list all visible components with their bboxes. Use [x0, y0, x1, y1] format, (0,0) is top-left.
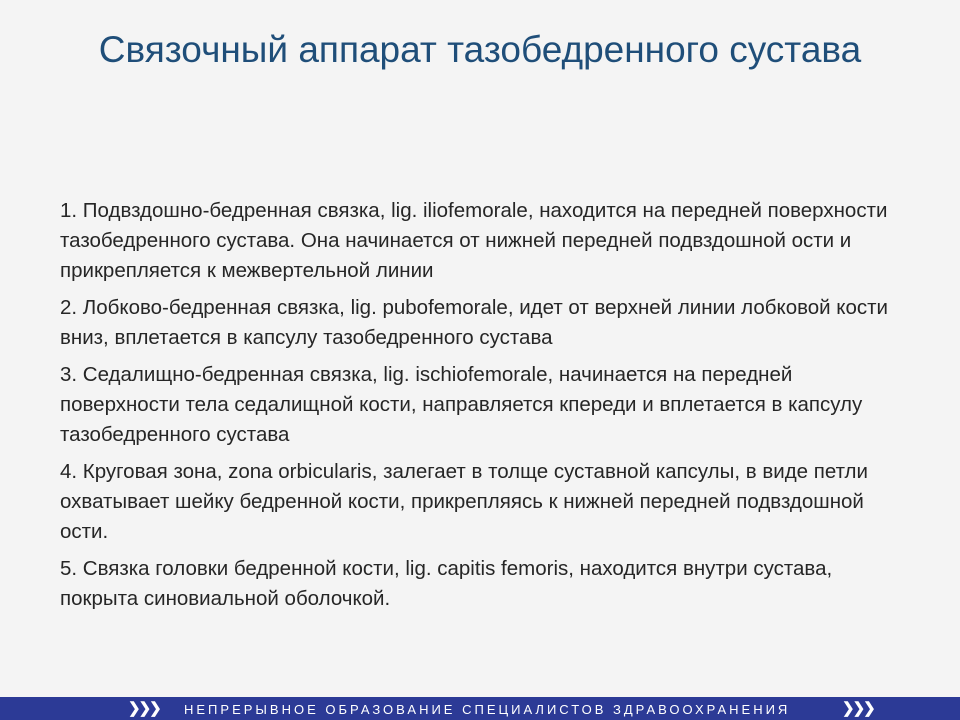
- slide-body: [60, 196, 910, 621]
- paragraph-1: 1. Подвздошно-бедренная связка, lig. iliofemorale, находится на передней поверхности тазобедренного сустава. Она начинается от нижней передней подвздошной ости и прикрепляется к межвертельной линии: [60, 199, 888, 282]
- paragraph-5: 5. Связка головки бедренной кости, lig. capitis femoris, находится внутри сустава, покрыта синовиальной оболочкой.: [60, 557, 833, 610]
- paragraph-3: 3. Седалищно-бедренная связка, lig. ischiofemorale, начинается на передней поверхности тела седалищной кости, направляется кпереди и вплетается в капсулу тазобедренного сустава: [60, 363, 863, 446]
- slide-title: Связочный аппарат тазобедренного сустава: [98, 29, 862, 70]
- paragraph-4: 4. Круговая зона, zona orbicularis, залегает в толще суставной капсулы, в виде петли охватывает шейку бедренной кости, прикрепляясь к нижней передней подвздошной ости.: [60, 460, 868, 543]
- double-chevron-right-icon: ❯❯❯: [842, 700, 874, 717]
- paragraph-2: 2. Лобково-бедренная связка, lig. pubofemorale, идет от верхней линии лобковой кости вниз, вплетается в капсулу тазобедренного сустава: [60, 296, 888, 349]
- double-chevron-right-icon: ❯❯❯: [128, 700, 160, 717]
- footer-text: НЕПРЕРЫВНОЕ ОБРАЗОВАНИЕ СПЕЦИАЛИСТОВ ЗДРАВООХРАНЕНИЯ: [184, 702, 791, 717]
- footer-bar: [0, 697, 960, 720]
